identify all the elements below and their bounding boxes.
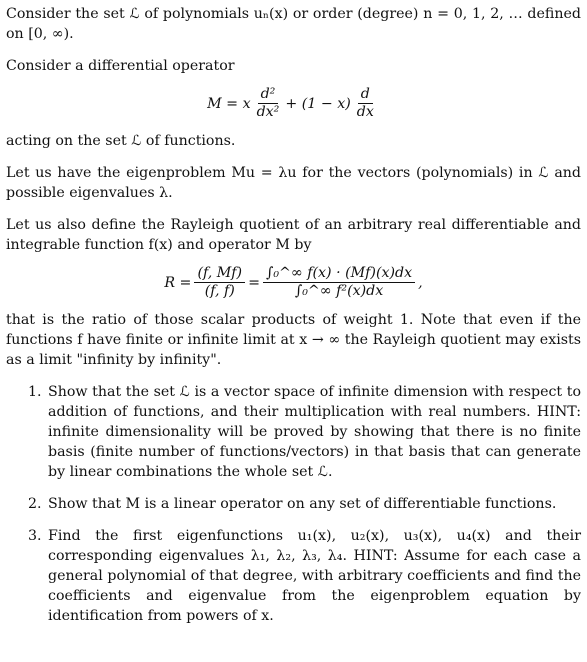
eq2-frac1-den: (f, f)	[204, 283, 235, 299]
eq1-frac2-num: d	[358, 86, 373, 104]
eq2-lhs: R =	[164, 274, 192, 291]
eq1-second-derivative	[254, 86, 283, 121]
task-item-1: 1. Show that the set ℒ is a vector space of infinite dimension with respect to addition of functions, and their multiplication with real numbers. HINT: infinite dimensionality will be proved by showing that there is no finite basis (finite number of functions/vectors) in that basis that can generate by linear combinations the whole set ℒ.	[46, 382, 581, 482]
eq1-frac2-den: dx	[356, 104, 374, 120]
ratio-paragraph: that is the ratio of those scalar products of weight 1. Note that even if the functions f have finite or infinite limit at x → ∞ the Rayleigh quotient may exists as a limit "infinity by infinity".	[6, 312, 581, 368]
operator-intro: Consider a differential operator	[6, 58, 235, 74]
rayleigh-intro: Let us also define the Rayleigh quotient of an arbitrary real differentiable and integrable function f(x) and operator M by	[6, 217, 581, 253]
eq2-equals: =	[248, 274, 260, 291]
eq2-frac2-num: ∫₀^∞ f(x) · (Mf)(x)dx	[263, 265, 415, 283]
eq1-first-derivative	[354, 86, 377, 121]
eq2-tail: ,	[418, 274, 423, 291]
rayleigh-equation	[6, 265, 581, 300]
eq1-lhs: M = x	[207, 95, 251, 112]
operator-equation	[6, 86, 581, 121]
intro-paragraph: Consider the set ℒ of polynomials uₙ(x) or order (degree) n = 0, 1, 2, … defined on [0, ∞).	[6, 6, 581, 42]
eq2-frac1-num: (f, Mf)	[194, 265, 245, 283]
eigenproblem-paragraph: Let us have the eigenproblem Mu = λu for the vectors (polynomials) in ℒ and possible eigenvalues λ.	[6, 165, 581, 201]
eq2-integral-fraction	[263, 265, 415, 300]
task-item-2: 2. Show that M is a linear operator on any set of differentiable functions.	[46, 494, 581, 514]
eq2-frac2-den: ∫₀^∞ f²(x)dx	[294, 283, 384, 299]
eq1-frac1-den: dx²	[256, 104, 280, 120]
task-list	[6, 382, 581, 626]
task-item-3: 3. Find the first eigenfunctions u₁(x), u₂(x), u₃(x), u₄(x) and their corresponding eigenvalues λ₁, λ₂, λ₃, λ₄. HINT: Assume for each case a general polynomial of that degree, with arbitrary coefficients and find the coefficients and eigenvalue from the eigenproblem equation by identification from powers of x.	[46, 526, 581, 626]
acting-paragraph: acting on the set ℒ of functions.	[6, 133, 236, 149]
eq2-scalar-fraction	[194, 265, 245, 300]
eq1-frac1-num: d²	[258, 86, 279, 104]
eq1-mid: + (1 − x)	[285, 95, 351, 112]
